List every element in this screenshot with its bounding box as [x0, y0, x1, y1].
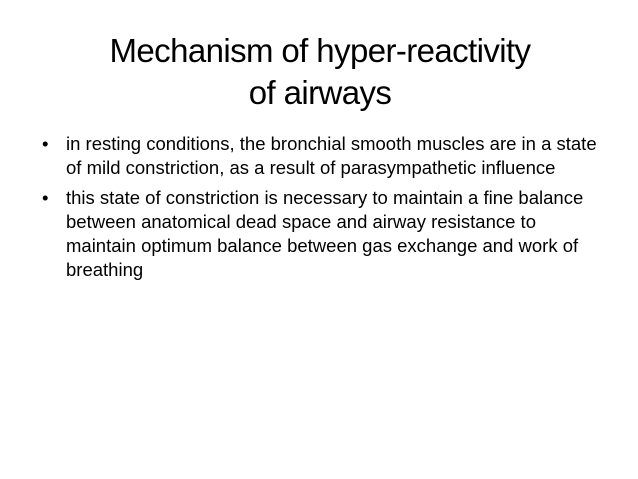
slide-title-line-2: of airways: [248, 74, 392, 111]
bullet-marker-icon: •: [42, 187, 49, 208]
bullet-item-1: [40, 132, 600, 180]
slide-title-line-1: Mechanism of hyper-reactivity: [109, 32, 531, 69]
bullet-list: [40, 132, 600, 288]
bullet-text-2: this state of constriction is necessary to maintain a fine balance between anatomical dead space and airway resistance to maintain optimum balance between gas exchange and work of breathing: [66, 187, 584, 280]
bullet-item-2: [40, 186, 600, 282]
bullet-text-1: in resting conditions, the bronchial smooth muscles are in a state of mild constriction, as a result of parasympathetic influence: [66, 133, 597, 178]
bullet-marker-icon: •: [42, 133, 49, 154]
slide-title: [40, 30, 600, 114]
